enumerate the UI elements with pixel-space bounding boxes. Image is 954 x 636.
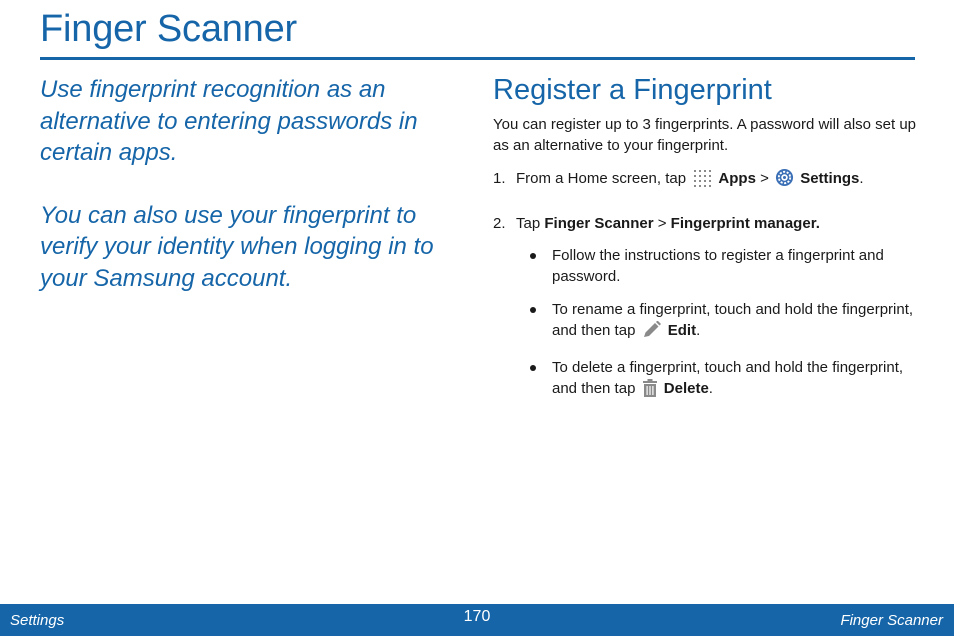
list-item	[493, 245, 918, 287]
delete-label: Delete	[663, 380, 709, 397]
list-item	[493, 357, 918, 403]
step-number: 1.	[493, 170, 506, 187]
bullet-dot	[530, 253, 536, 259]
bullet-end: .	[696, 322, 701, 339]
bullet-end: .	[708, 380, 713, 397]
apps-grid-icon	[692, 169, 712, 193]
apps-label: Apps	[718, 170, 756, 187]
page-footer	[0, 604, 954, 636]
edit-label: Edit	[667, 322, 697, 339]
step-end: .	[859, 170, 864, 187]
footer-chapter-link[interactable]: Finger Scanner	[840, 612, 943, 629]
title-divider	[40, 57, 915, 60]
page-title: Finger Scanner	[40, 8, 298, 50]
finger-scanner-label: Finger Scanner	[544, 215, 654, 232]
step-separator: >	[657, 215, 667, 232]
step-2	[493, 213, 918, 234]
pencil-icon	[642, 321, 662, 345]
trash-icon	[642, 379, 658, 403]
intro-block	[40, 74, 470, 325]
fingerprint-manager-label: Fingerprint manager.	[670, 215, 820, 232]
bullet-dot	[530, 365, 536, 371]
settings-gear-icon	[775, 168, 794, 193]
step-number: 2.	[493, 215, 506, 232]
bullet-text: Follow the instructions to register a fingerprint and password.	[552, 247, 884, 285]
bullet-text: To delete a fingerprint, touch and hold the fingerprint, and then tap	[552, 359, 904, 397]
footer-section-link[interactable]: Settings	[10, 612, 65, 629]
settings-label: Settings	[800, 170, 860, 187]
bullet-text: To rename a fingerprint, touch and hold the fingerprint, and then tap	[552, 301, 914, 339]
intro-paragraph-2: You can also use your fingerprint to verify your identity when logging in to your Samsung account.	[40, 201, 434, 292]
section-intro: You can register up to 3 fingerprints. A password will also set up as an alternative to your fingerprint.	[493, 116, 917, 154]
register-section	[493, 72, 918, 415]
page-number: 170	[463, 608, 491, 625]
intro-paragraph-1: Use fingerprint recognition as an alternative to entering passwords in certain apps.	[40, 76, 418, 166]
step-1	[493, 168, 918, 193]
step-separator: >	[760, 170, 769, 187]
step-text: From a Home screen, tap	[516, 170, 687, 187]
step-text: Tap	[516, 215, 541, 232]
bullet-dot	[530, 307, 536, 313]
section-title: Register a Fingerprint	[493, 74, 772, 106]
list-item	[493, 299, 918, 345]
instruction-list	[493, 245, 918, 403]
